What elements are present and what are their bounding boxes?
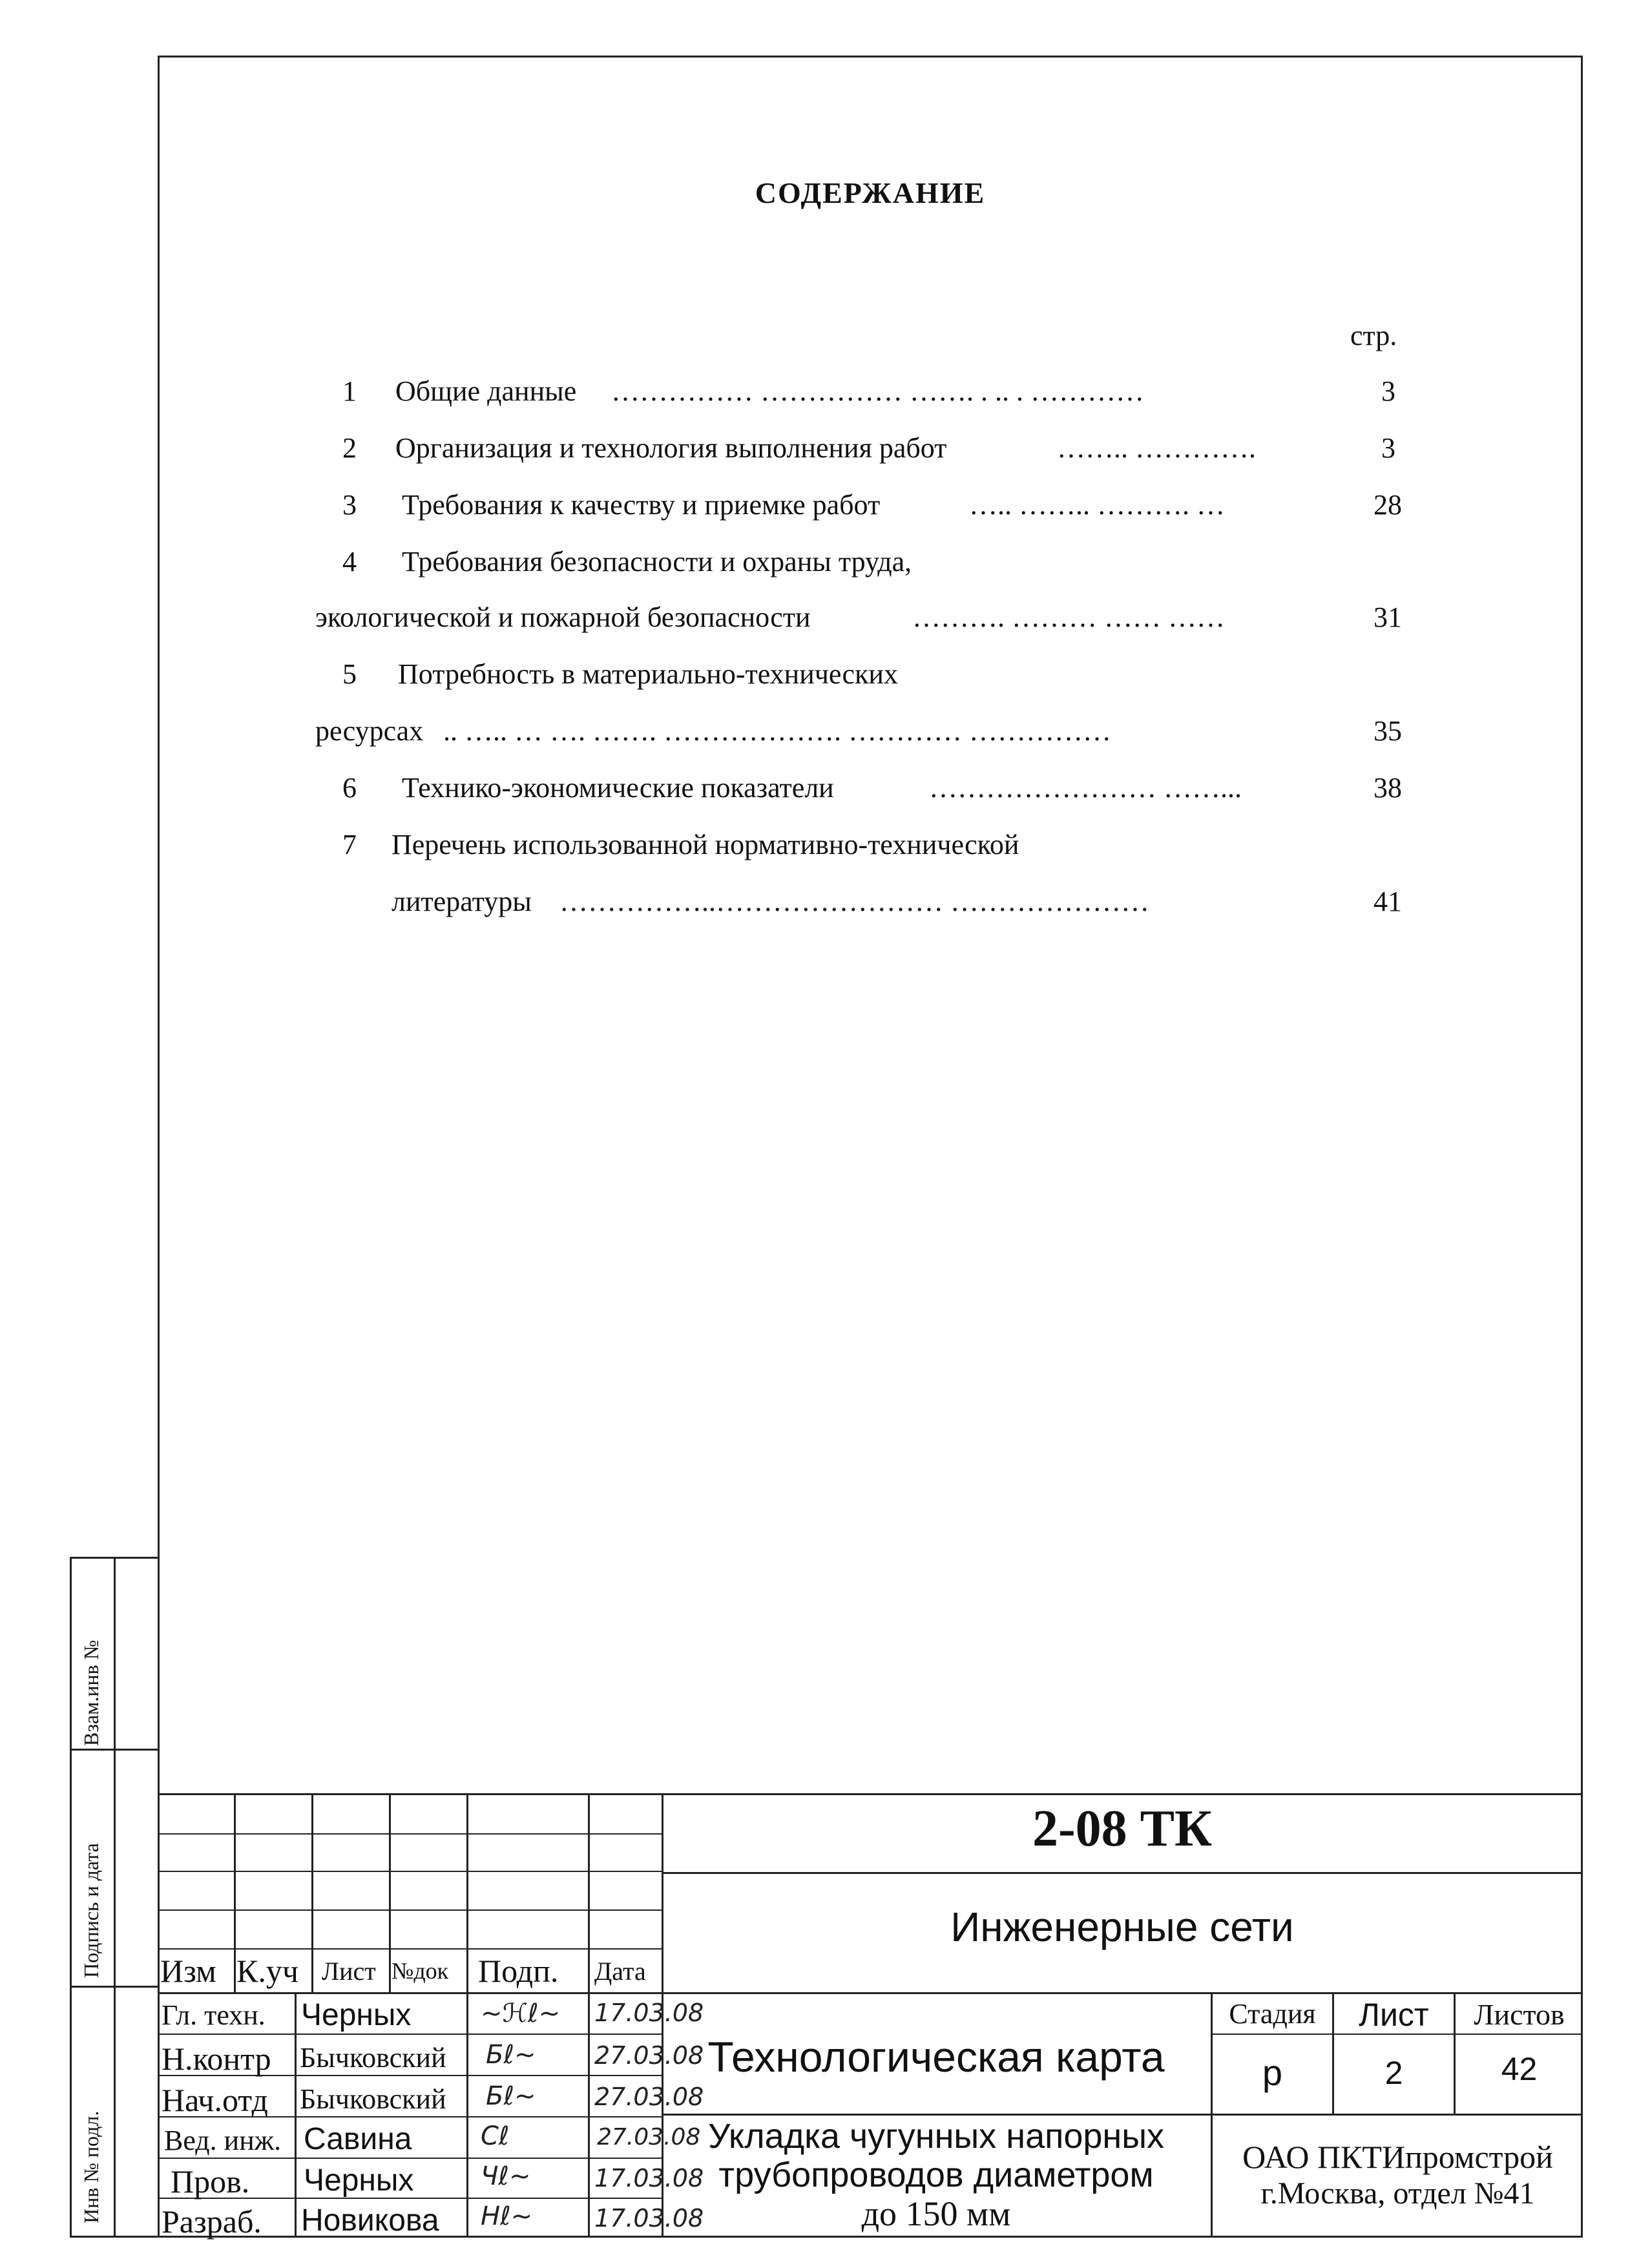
header-ndok: №док: [392, 1958, 449, 1984]
signature-icon: Чℓ~: [481, 2161, 531, 2191]
role-name: Бычковский: [300, 2083, 446, 2115]
role-date: 17.03.08: [594, 2204, 704, 2232]
toc-text-continued: ресурсах: [315, 715, 424, 747]
subject-line-3: до 150 мм: [861, 2194, 1011, 2233]
toc-text-continued: литературы: [392, 886, 532, 917]
toc-num: 7: [342, 829, 357, 860]
stage-header-list: Лист: [1359, 1997, 1429, 2033]
role-date: 27.03.08: [594, 2083, 704, 2111]
org-line-2: г.Москва, отдел №41: [1260, 2176, 1535, 2211]
page-title: СОДЕРЖАНИЕ: [755, 176, 986, 209]
signature-icon: Сℓ: [481, 2121, 510, 2151]
doc-type: Технологическая карта: [707, 2033, 1165, 2081]
toc-num: 4: [342, 546, 357, 577]
toc-text: Перечень использованной нормативно-технической: [392, 829, 1019, 860]
side-label-podpis: Подпись и дата: [79, 1843, 103, 1978]
role-label: Вед. инж.: [164, 2125, 282, 2156]
stage-value-stadiya: р: [1262, 2052, 1283, 2093]
header-podp: Подп.: [478, 1953, 559, 1989]
toc-dots: ….. …….. ………. …: [969, 489, 1225, 521]
toc-text: Общие данные: [395, 375, 577, 407]
side-label-vzam: Взам.инв №: [79, 1639, 103, 1746]
toc-num: 6: [342, 772, 357, 804]
stage-value-listov: 42: [1501, 2051, 1538, 2087]
header-izm: Изм: [160, 1953, 216, 1989]
role-name: Новикова: [301, 2203, 439, 2238]
role-label: Гл. техн.: [162, 1999, 266, 2031]
toc-page: 3: [1381, 432, 1395, 464]
title-block: [158, 1793, 1583, 2238]
role-label: Пров.: [171, 2163, 250, 2200]
org-line-1: ОАО ПКТИпромстрой: [1242, 2139, 1553, 2175]
toc-text: Организация и технология выполнения работ: [395, 432, 947, 464]
role-date: 27.03.08: [594, 2041, 704, 2070]
toc-page: 31: [1373, 601, 1402, 633]
role-label: Разраб.: [162, 2203, 262, 2240]
side-label-inv: Инв № подл.: [79, 2110, 103, 2223]
role-name: Черных: [304, 2163, 414, 2198]
stage-header-listov: Листов: [1474, 1998, 1565, 2031]
toc-dots: …………………… ……...: [929, 772, 1242, 804]
toc-dots: ……………..…………………… …………………: [559, 886, 1149, 917]
signature-icon: Бℓ~: [486, 2040, 536, 2070]
role-name: Бычковский: [300, 2042, 446, 2074]
toc-text-continued: экологической и пожарной безопасности: [315, 601, 811, 633]
toc-page: 3: [1381, 375, 1395, 407]
doc-code: 2-08 ТК: [1032, 1800, 1212, 1857]
role-label: Н.контр: [162, 2041, 271, 2077]
toc-num: 2: [342, 432, 357, 464]
toc-page: 41: [1373, 886, 1402, 917]
toc-text: Технико-экономические показатели: [402, 772, 834, 804]
role-date: 17.03.08: [594, 2164, 704, 2192]
toc-dots: …………… …………… ……. . .. . …………: [611, 375, 1144, 407]
toc-page: 28: [1373, 489, 1402, 521]
toc-dots: …….. ………….: [1057, 432, 1256, 464]
toc-num: 5: [342, 658, 357, 690]
toc-text: Потребность в материально-технических: [398, 658, 898, 690]
stage-value-list: 2: [1384, 2055, 1403, 2091]
role-name: Черных: [301, 1998, 412, 2032]
signature-icon: Нℓ~: [481, 2201, 533, 2231]
role-date: 17.03.08: [594, 1999, 704, 2027]
stage-header-stadiya: Стадия: [1229, 1998, 1316, 2030]
toc-text: Требования к качеству и приемке работ: [402, 489, 881, 521]
toc-num: 1: [342, 375, 357, 407]
header-data: Дата: [594, 1957, 646, 1986]
subject-line-1: Укладка чугунных напорных: [707, 2117, 1165, 2156]
toc-dots: ………. ……… …… ……: [912, 601, 1225, 633]
side-stamp-podpis: [70, 1749, 158, 1988]
toc-text: Требования безопасности и охраны труда,: [402, 546, 912, 577]
signature-icon: ~ℋℓ~: [481, 1999, 561, 2028]
side-stamp-vzam: [70, 1557, 158, 1751]
page-column-label: стр.: [1350, 320, 1397, 351]
header-kuch: К.уч: [236, 1953, 298, 1989]
toc-num: 3: [342, 489, 357, 521]
subject-line-2: трубопроводов диаметром: [718, 2156, 1154, 2194]
signature-icon: Бℓ~: [486, 2081, 536, 2111]
toc-dots: .. ….. … …. ……. ………………. ………… ……………: [443, 715, 1111, 747]
header-list: Лист: [322, 1957, 376, 1986]
role-label: Нач.отд: [162, 2082, 268, 2118]
toc-page: 38: [1373, 772, 1402, 804]
section-title: Инженерные сети: [950, 1904, 1294, 1950]
toc-page: 35: [1373, 715, 1402, 747]
role-name: Савина: [304, 2122, 412, 2156]
side-stamp-inv: [70, 1986, 158, 2238]
role-date: 27.03.08: [597, 2124, 701, 2150]
